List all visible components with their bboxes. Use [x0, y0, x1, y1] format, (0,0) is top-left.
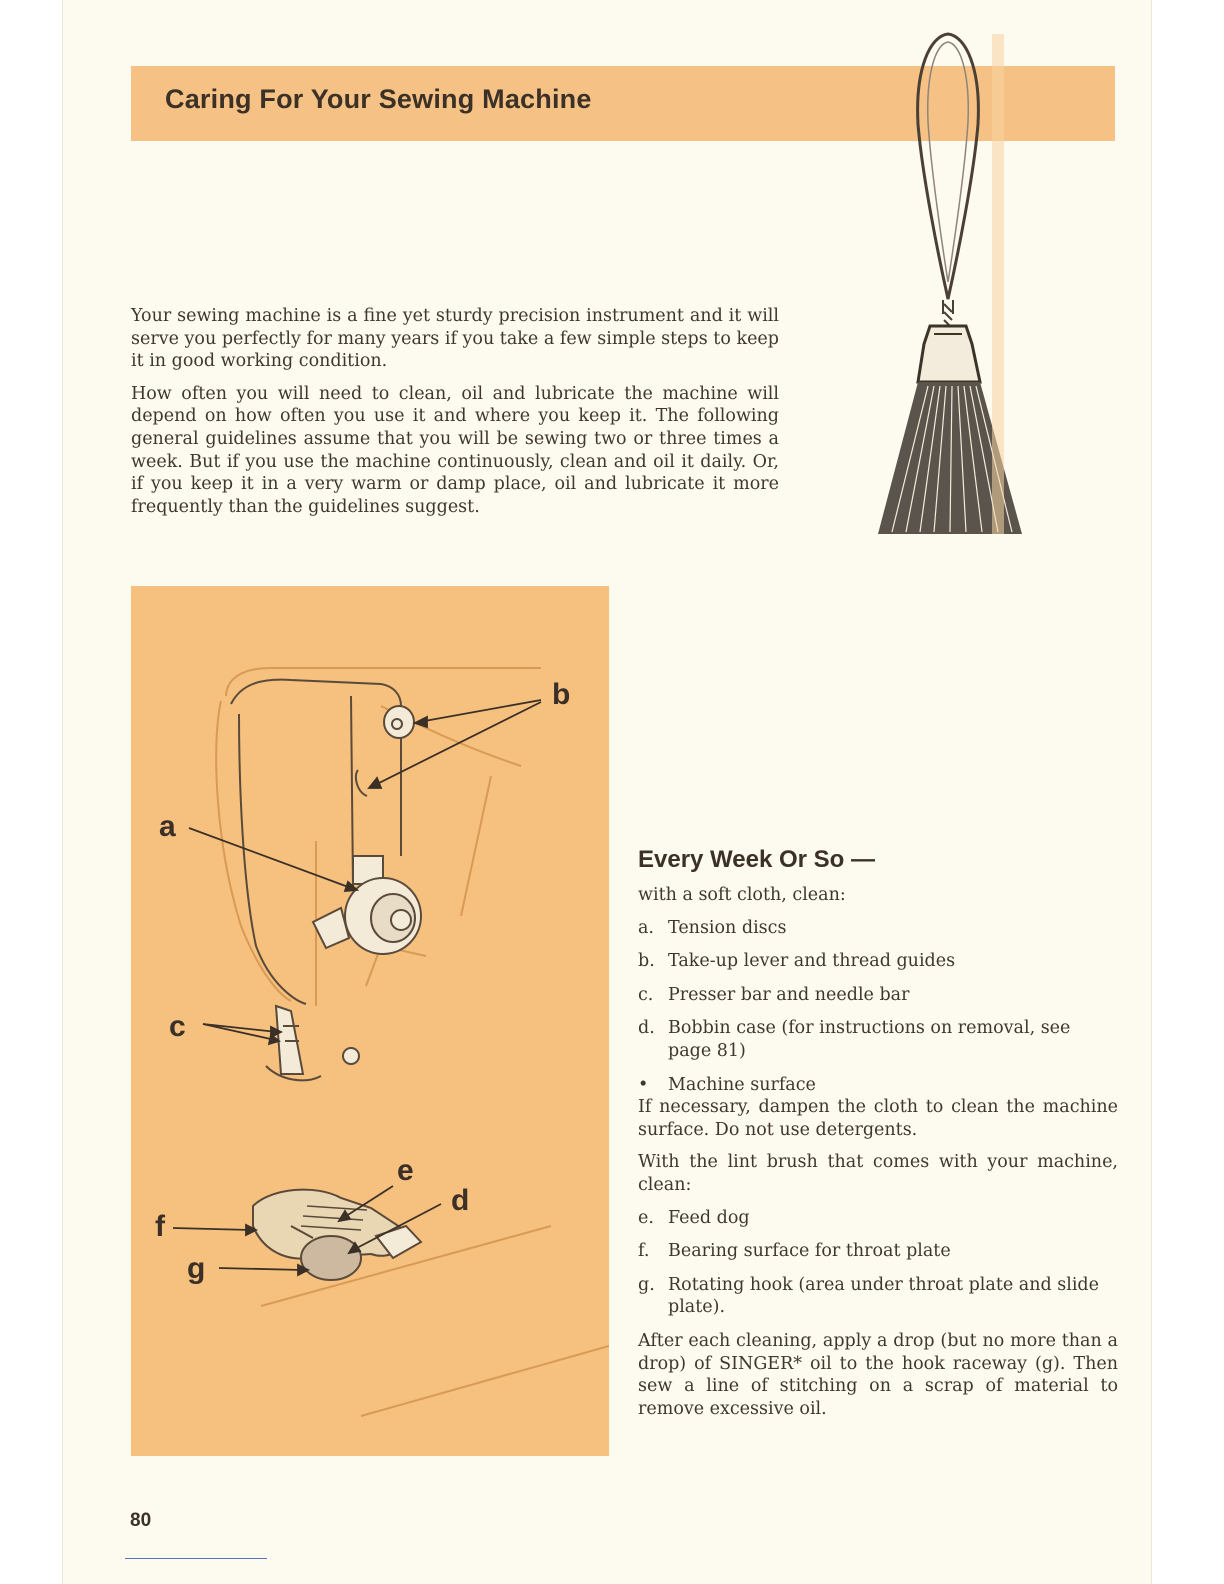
intro-text — [131, 305, 779, 528]
list-item: a. Tension discs — [638, 917, 787, 938]
label-d: d — [451, 1184, 470, 1217]
machine-drawing — [131, 586, 609, 1456]
weekly-cleaning-section — [638, 846, 1118, 1430]
page-title: Caring For Your Sewing Machine — [165, 84, 592, 114]
brush-intro: With the lint brush that comes with your machine, clean: — [638, 1152, 1118, 1195]
label-f: f — [155, 1210, 165, 1243]
machine-cleaning-diagram — [131, 586, 609, 1456]
lint-brush-illustration — [870, 14, 1050, 554]
list-item: d. Bobbin case (for instructions on removal, see page 81) — [638, 1018, 1071, 1061]
footer-rule — [125, 1558, 267, 1559]
page-number: 80 — [130, 1510, 152, 1531]
section-intro: with a soft cloth, clean: — [638, 885, 846, 905]
list-item: e. Feed dog — [638, 1207, 750, 1228]
closing-paragraph: After each cleaning, apply a drop (but no more than a drop) of SINGER* oil to the hook raceway (g). Then sew a line of stitching on a scrap of material to remove excessive oil. — [638, 1330, 1118, 1419]
list-item: g. Rotating hook (area under throat plate and slide plate). — [638, 1274, 1099, 1318]
label-c: c — [169, 1010, 186, 1043]
intro-paragraph-1: Your sewing machine is a fine yet sturdy precision instrument and it will serve you perfectly for many years if you take a few simple steps to keep it in good working condition. — [131, 306, 779, 372]
bullet-note: If necessary, dampen the cloth to clean the machine surface. Do not use detergents. — [638, 1097, 1118, 1140]
list-item: b. Take-up lever and thread guides — [638, 951, 956, 972]
label-g: g — [187, 1252, 206, 1285]
list-item: c. Presser bar and needle bar — [638, 984, 910, 1005]
section-title: Every Week Or So — — [638, 846, 875, 873]
list-item: f. Bearing surface for throat plate — [638, 1241, 951, 1262]
intro-paragraph-2: How often you will need to clean, oil and lubricate the machine will depend on how often you use it and where you keep it. The following general guidelines assume that you will be sewing two or three times a week. But if you use the machine continuously, clean and oil it daily. Or, if you keep it in a very warm or damp place, oil and lubricate it more frequently than the guidelines suggest. — [131, 383, 779, 517]
label-a: a — [159, 810, 176, 843]
label-e: e — [397, 1154, 414, 1187]
label-b: b — [552, 678, 571, 711]
bullet-item: • Machine surface — [638, 1074, 816, 1095]
